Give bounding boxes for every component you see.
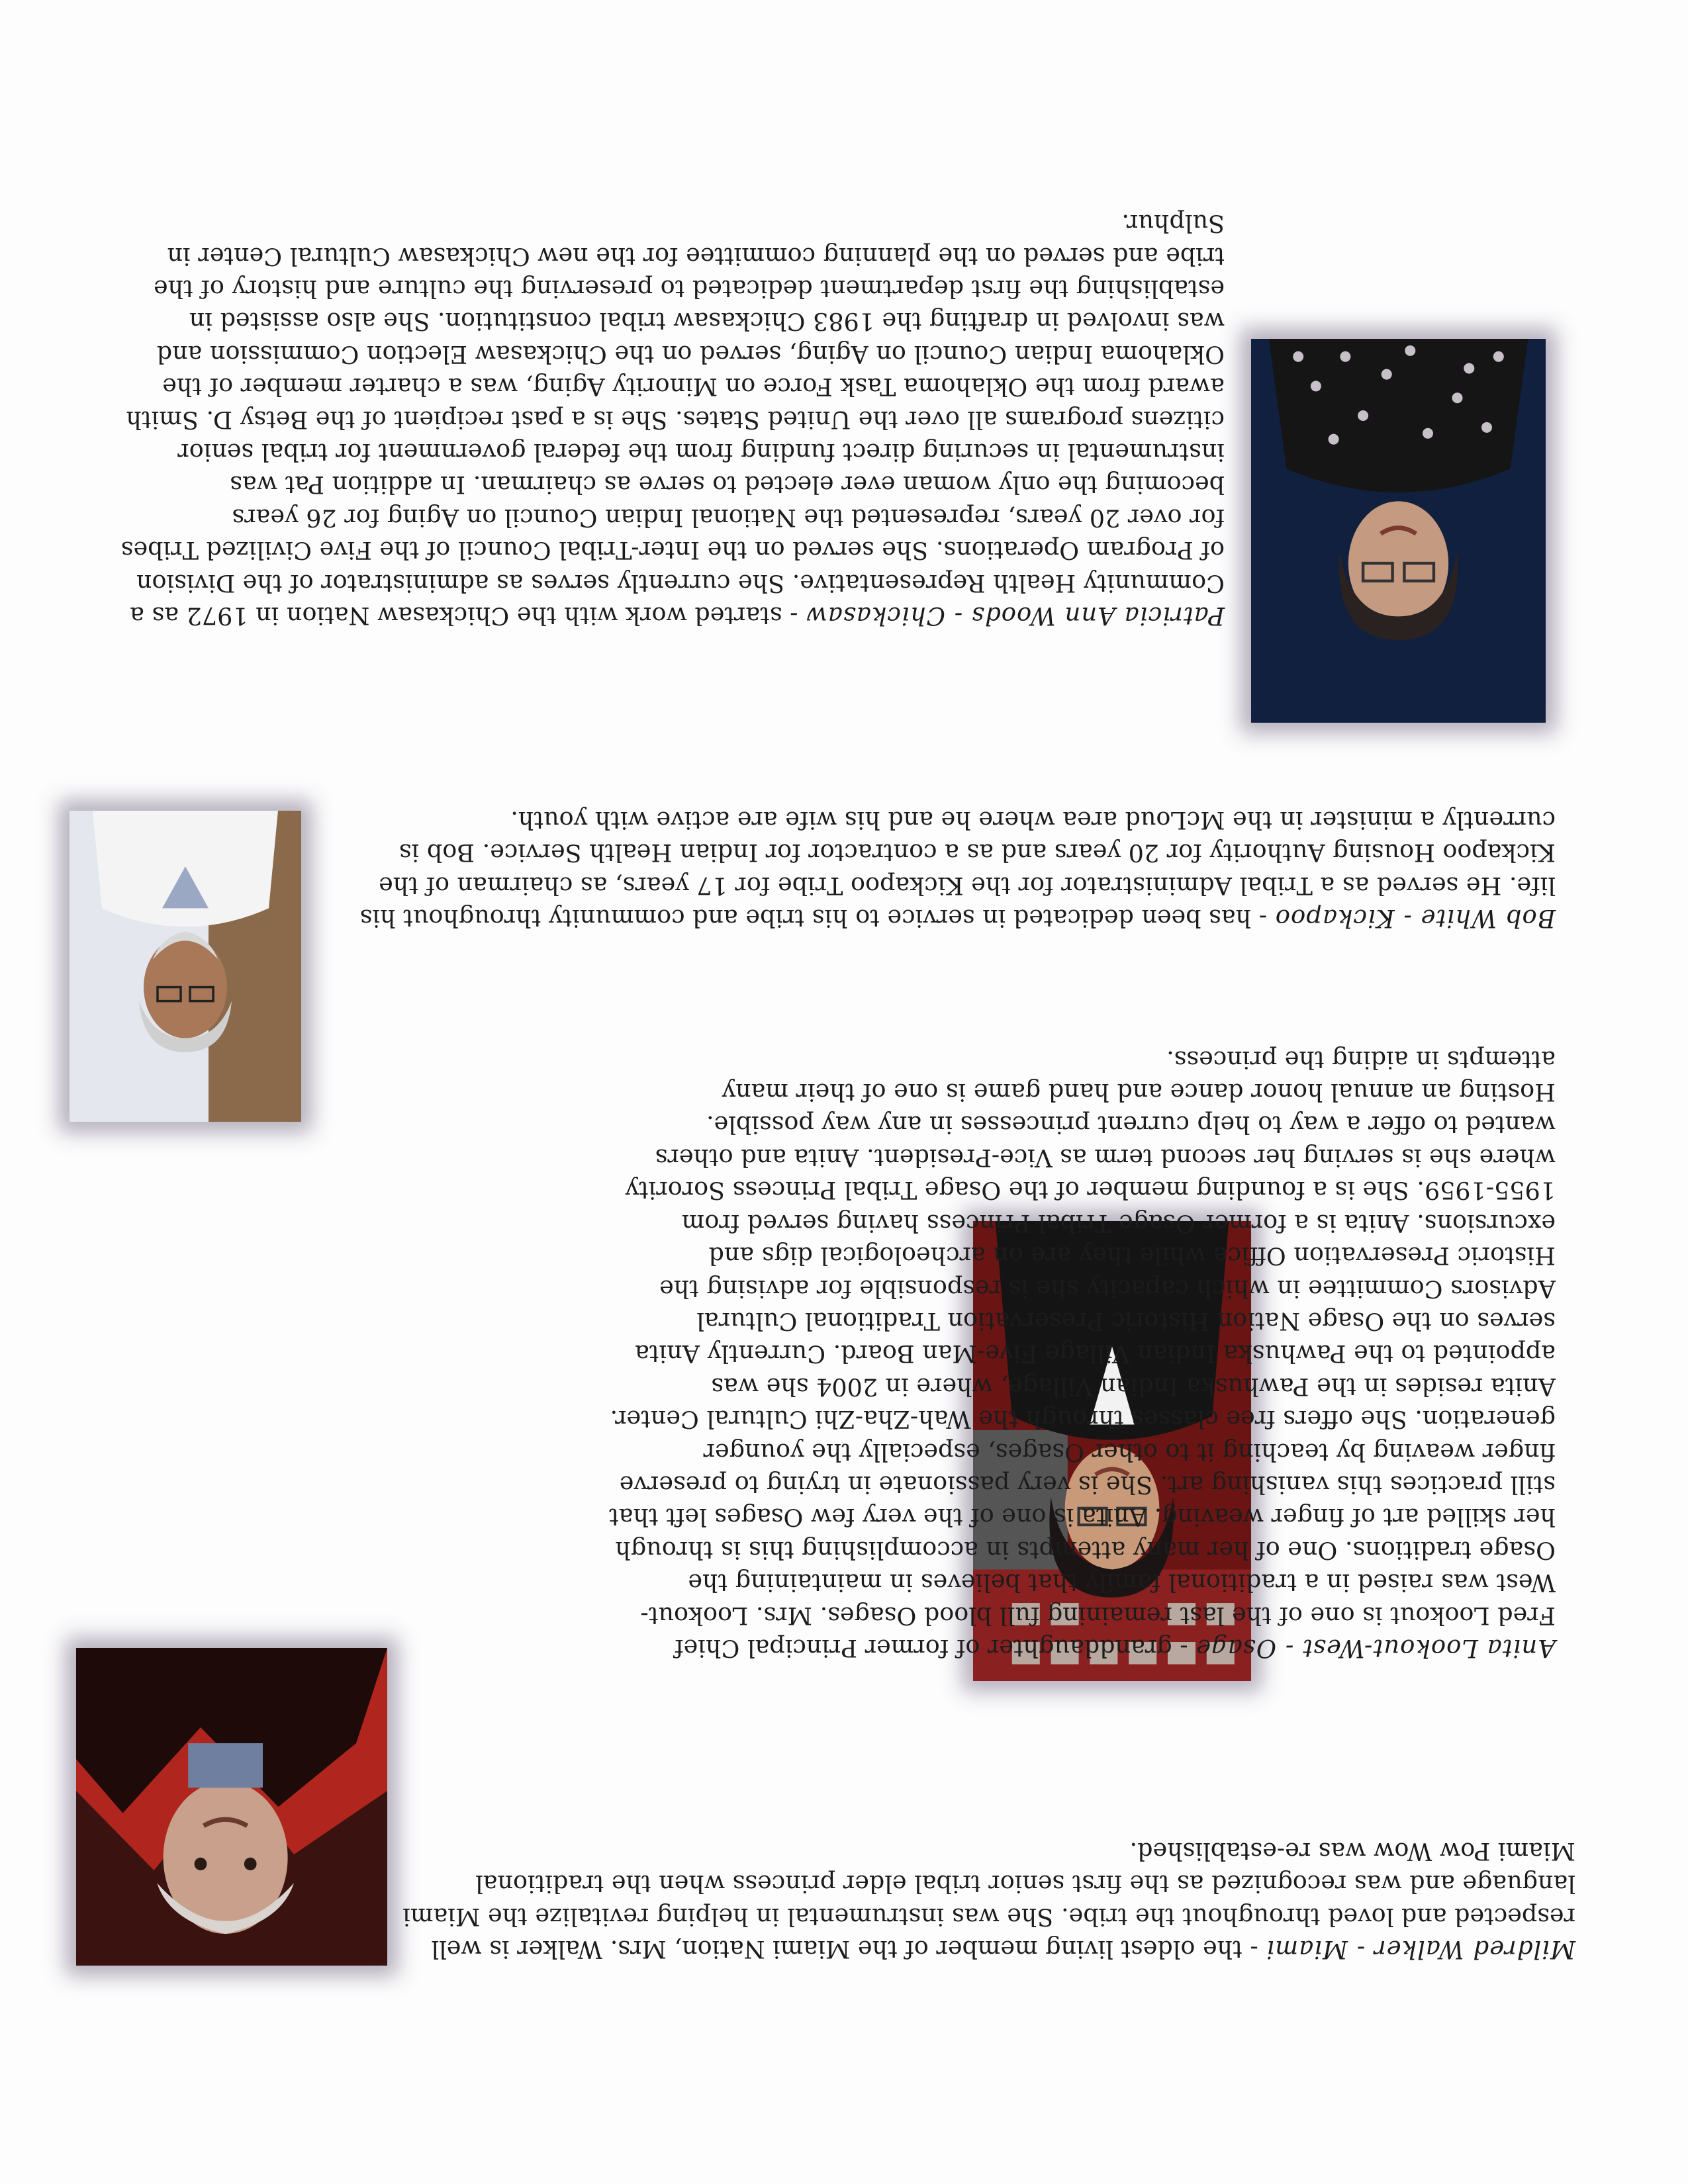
anita-lookout-west-entry (609, 1043, 1556, 1664)
elder-woman-portrait-icon (76, 1648, 387, 1966)
man-portrait-icon (70, 811, 301, 1122)
anita-lookout-west-text: - granddaughter of former Principal Chief Fred Lookout is one of the last remaining full blood Osages. Mrs. Lookout-West was raised in a traditional family that believes in maintaining the Osage traditions. One of her many attempts in accomplishing this is through her skilled art of finger weaving. Anita is one of the very few Osages left that still practices this vanishing art. She is very passionate in trying to preserve finger weaving by teaching it to other Osages, especially the younger generation. She offers free classes through the Wah-Zha-Zhi Cultural Center. Anita resides in the Pawhuska Indian Village, where in 2004 she was appointed to the Pawhuska Indian Village Five-Man Board. Currently Anita serves on the Osage Nation Historic Preservation Traditional Cultural Advisors Committee in which capacity she is responsible for advising the Historic Preservation Office while they are on archeological digs and excursions. Anita is a former Osage Tribal Princess having served from 1955-1959. She is a founding member of the Osage Tribal Princess Sorority where she is serving her second term as Vice-President. Anita and others wanted to offer a way to help current princesses in any way possible. Hosting an annual honor dance and hand game is one of their many attempts in aiding the princess. (609, 1045, 1556, 1662)
anita-lookout-west-name: Anita Lookout-West - Osage (1196, 1634, 1556, 1662)
patricia-ann-woods-name: Patricia Ann Woods - Chickasaw (806, 602, 1225, 630)
mildred-walker-photo (76, 1648, 387, 1966)
bob-white-entry (324, 803, 1556, 934)
mildred-walker-name: Mildred Walker - Miami (1266, 1935, 1575, 1964)
bob-white-name: Bob White - Kickapoo (1274, 904, 1556, 933)
mildred-walker-entry (397, 1835, 1575, 1966)
mildred-walker-text: - the oldest living member of the Miami Nation, Mrs. Walker is well respected and loved throughout the tribe. She was instrumental in helping revitalize the Miami language and was recognized as the first senior tribal elder princess when the traditional Miami Pow Wow was re-established. (402, 1837, 1575, 1964)
bob-white-text: - has been dedicated in service to his tribe and community throughout his life. He served as a Tribal Administrator for the Kickapoo Tribe for 17 years, as chairman of the Kickapoo Housing Authority for 20 years and as a contractor for Indian Health Service. Bob is currently a minister in the McLoud area where he and his wife are active with youth. (359, 805, 1556, 933)
woman-portrait-icon (1251, 339, 1546, 723)
patricia-ann-woods-entry (119, 207, 1225, 632)
patricia-ann-woods-text: - started work with the Chickasaw Nation in 1972 as a Community Health Representative. She currently serves as administrator of the Division of Program Operations. She served on the Inter-Tribal Council of the Five Civilized Tribes for over 20 years, represented the National Indian Council on Aging for 26 years becoming the only woman ever elected to serve as chairman. In addition Pat was instrumental in securing direct funding from the federal government for tribal senior citizens programs all over the United States. She is a past recipient of the Betsy D. Smith award from the Oklahoma Task Force on Minority Aging, was a charter member of the Oklahoma Indian Council on Aging, served on the Chickasaw Election Commission and was involved in drafting the 1983 Chickasaw tribal constitution. She also assisted in establishing the first department dedicated to preserving the culture and history of the tribe and served on the planning committee for the new Chickasaw Cultural Center in Sulphur. (120, 209, 1225, 630)
patricia-ann-woods-photo (1251, 339, 1546, 723)
bob-white-photo (70, 811, 301, 1122)
